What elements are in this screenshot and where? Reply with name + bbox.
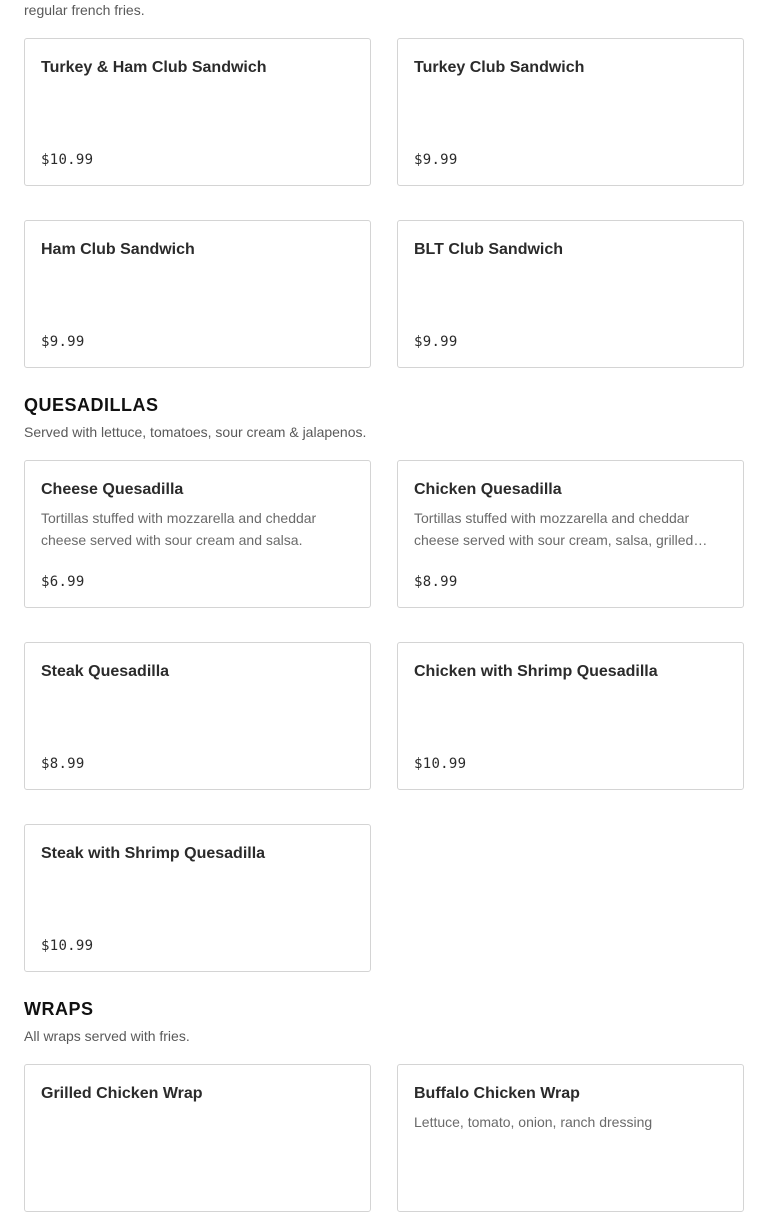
menu-item-description: Tortillas stuffed with mozzarella and cheddar cheese served with sour cream and salsa.	[41, 510, 317, 548]
menu-item-name: Buffalo Chicken Wrap	[414, 1085, 580, 1102]
menu-item-name: BLT Club Sandwich	[414, 241, 564, 258]
menu-item-price: $9.99	[414, 152, 458, 168]
menu-item-name: Ham Club Sandwich	[41, 241, 195, 258]
section-title-wraps: WRAPS	[24, 999, 94, 1019]
menu-item-price: $8.99	[414, 574, 458, 590]
menu-item-price: $6.99	[41, 574, 85, 590]
menu-item-price: $10.99	[414, 756, 467, 772]
menu-item-description: Tortillas stuffed with mozzarella and cheddar cheese served with sour cream, salsa, grilled…	[414, 510, 708, 548]
menu-item-card[interactable]	[397, 642, 744, 790]
menu-item-card[interactable]	[24, 1064, 371, 1212]
menu-item-description: Lettuce, tomato, onion, ranch dressing	[414, 1114, 653, 1130]
menu-item-card[interactable]	[397, 1064, 744, 1212]
section-description-fragment: regular french fries.	[24, 2, 145, 18]
menu-item-price: $10.99	[41, 938, 94, 954]
menu-item-card[interactable]	[397, 460, 744, 608]
menu-item-card[interactable]	[24, 642, 371, 790]
menu-item-name: Turkey & Ham Club Sandwich	[41, 59, 267, 76]
menu-item-card[interactable]	[397, 220, 744, 368]
section-description: Served with lettuce, tomatoes, sour cream & jalapenos.	[24, 424, 367, 440]
menu-item-name: Cheese Quesadilla	[41, 481, 184, 498]
menu-item-price: $9.99	[414, 334, 458, 350]
menu-item-card[interactable]	[397, 38, 744, 186]
menu-item-card[interactable]	[24, 824, 371, 972]
menu-item-price: $8.99	[41, 756, 85, 772]
menu-item-name: Chicken Quesadilla	[414, 481, 562, 498]
menu-item-name: Grilled Chicken Wrap	[41, 1085, 203, 1102]
section-description: All wraps served with fries.	[24, 1028, 190, 1044]
menu-item-name: Steak with Shrimp Quesadilla	[41, 845, 266, 862]
menu-item-name: Steak Quesadilla	[41, 663, 170, 680]
menu-item-name: Chicken with Shrimp Quesadilla	[414, 663, 658, 680]
menu-item-card[interactable]	[24, 38, 371, 186]
section-title-quesadillas: QUESADILLAS	[24, 395, 159, 415]
menu-item-card[interactable]	[24, 460, 371, 608]
menu-item-price: $9.99	[41, 334, 85, 350]
menu-item-price: $10.99	[41, 152, 94, 168]
menu-item-card[interactable]	[24, 220, 371, 368]
menu-item-name: Turkey Club Sandwich	[414, 59, 585, 76]
